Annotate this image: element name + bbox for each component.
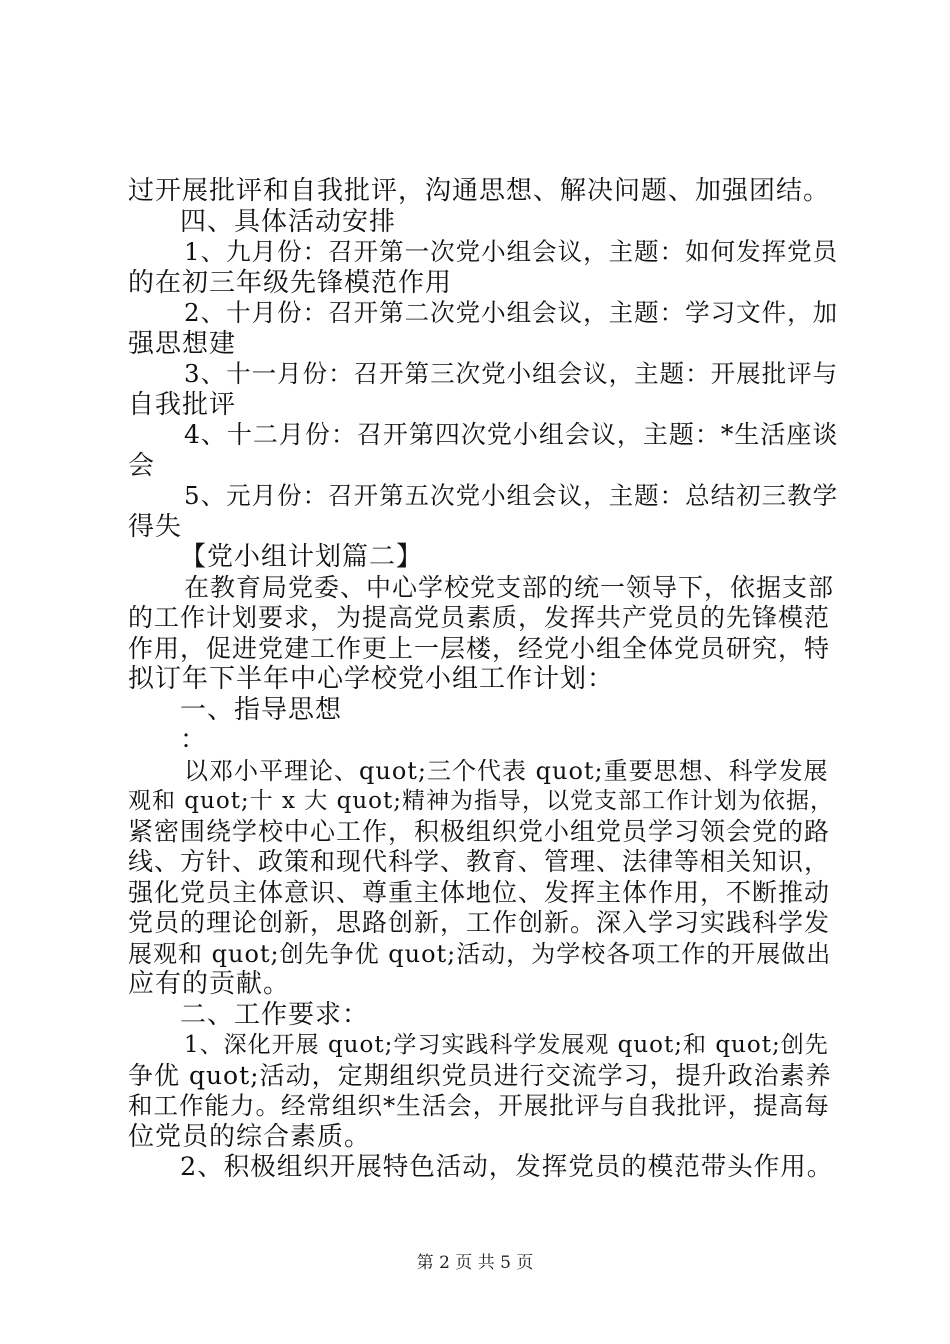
text-line: 观和 quot;十 x 大 quot;精神为指导，以党支部工作计划为依据， [128, 788, 834, 814]
text-line: ： [180, 725, 208, 755]
text-line: 的工作计划要求，为提高党员素质，发挥共产党员的先锋模范 [128, 603, 831, 632]
text-line: 争优 quot;活动，定期组织党员进行交流学习，提升政治素养 [128, 1060, 832, 1090]
document-body [128, 176, 838, 1183]
text-line: 会 [128, 450, 156, 481]
text-line: 位党员的综合素质。 [128, 1121, 372, 1152]
text-line: 2、十月份：召开第二次党小组会议，主题：学习文件，加 [184, 298, 839, 327]
text-line: 4、十二月份：召开第四次党小组会议，主题：*生活座谈 [184, 420, 839, 449]
text-line: 的在初三年级先锋模范作用 [128, 267, 453, 298]
text-line: 应有的贡献。 [128, 969, 291, 999]
section-heading: 四、具体活动安排 [180, 206, 397, 237]
text-line: 党员的理论创新，思路创新，工作创新。深入学习实践科学发 [128, 908, 831, 937]
text-line: 和工作能力。经常组织*生活会，开展批评与自我批评，提高每 [128, 1091, 830, 1120]
section-title: 【党小组计划篇二】 [180, 542, 424, 572]
section-heading: 二、工作要求： [180, 999, 370, 1030]
text-line: 展观和 quot;创先争优 quot;活动，为学校各项工作的开展做出 [128, 939, 832, 968]
text-line: 自我批评 [128, 389, 237, 420]
text-line: 3、十一月份：召开第三次党小组会议，主题：开展批评与 [184, 359, 839, 388]
text-line: 1、深化开展 quot;学习实践科学发展观 quot;和 quot;创先 [184, 1032, 829, 1058]
text-line: 作用，促进党建工作更上一层楼，经党小组全体党员研究，特 [128, 633, 831, 663]
text-line: 得失 [128, 511, 183, 542]
text-line: 强思想建 [128, 328, 237, 359]
text-line: 5、元月份：召开第五次党小组会议，主题：总结初三教学 [184, 481, 839, 510]
text-line: 紧密围绕学校中心工作，积极组织党小组党员学习领会党的路 [128, 816, 831, 846]
text-line: 拟订年下半年中心学校党小组工作计划： [128, 664, 615, 694]
text-line: 在教育局党委、中心学校党支部的统一领导下，依据支部 [184, 572, 835, 602]
text-line: 2、积极组织开展特色活动，发挥党员的模范带头作用。 [180, 1152, 834, 1182]
text-line: 强化党员主体意识、尊重主体地位、发挥主体作用，不断推动 [128, 877, 831, 907]
text-line: 线、方针、政策和现代科学、教育、管理、法律等相关知识， [128, 847, 831, 876]
text-line: 过开展批评和自我批评，沟通思想、解决问题、加强团结。 [128, 176, 831, 206]
section-heading: 一、指导思想 [180, 694, 343, 725]
text-line: 1、九月份：召开第一次党小组会议，主题：如何发挥党员 [184, 237, 839, 266]
page-number-footer: 第 2 页 共 5 页 [416, 1253, 534, 1273]
text-line: 以邓小平理论、quot;三个代表 quot;重要思想、科学发展 [184, 756, 829, 785]
